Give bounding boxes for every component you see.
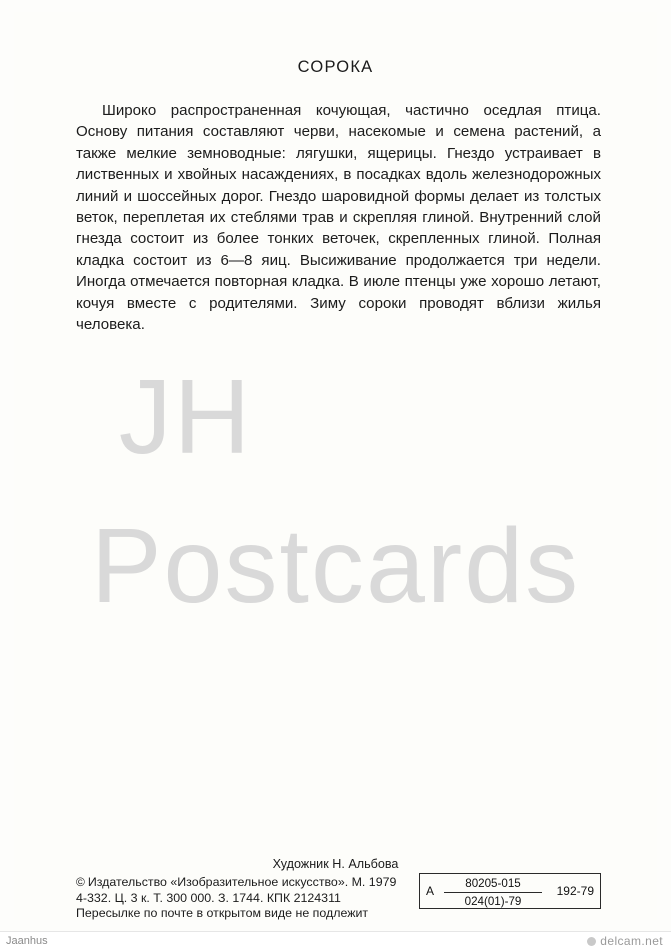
artist-credit: Художник Н. Альбова xyxy=(272,857,399,871)
catalog-code-numerator: 80205-015 xyxy=(444,876,542,893)
page-title: СОРОКА xyxy=(297,58,374,76)
mailing-notice-line: Пересылке по почте в открытом виде не подлежит xyxy=(76,906,369,920)
description-text: Широко распространенная кочующая, частично оседлая птица. Основу питания составляют черви, насекомые и семена растений, а также мелкие земноводные: лягушки, ящерицы. Гнездо устраивает в лиственных и хвойных насаждениях, в посадках вдоль железнодорожных линий и шоссейных дорог. Гнездо шаровидной формы делает из толстых веток, переплетая их стеблями трав и скрепляя глиной. Внутренний слой гнезда состоит из более тонких веточек, скрепленных глиной. Полная кладка состоит из 6—8 яиц. Высиживание продолжается три недели. Иногда отмечается повторная кладка. В июле птенцы уже хорошо летают, кочуя вместе с родителями. Зиму сороки проводят вблизи жилья человека. xyxy=(76,102,601,334)
delcam-label-text: delcam.net xyxy=(600,934,663,948)
site-label: Jaanhus xyxy=(6,935,48,947)
watermark-line-2: Postcards xyxy=(90,506,581,625)
publisher-text: Издательство «Изобразительное искусство». М. 1979 xyxy=(87,875,397,889)
catalog-code-denominator: 024(01)-79 xyxy=(464,895,522,908)
catalog-code-letter: А xyxy=(426,884,435,898)
watermark xyxy=(14,358,657,625)
delcam-watermark[interactable] xyxy=(587,934,663,948)
catalog-code-fraction xyxy=(444,876,542,909)
footer xyxy=(14,857,657,920)
catalog-code-box xyxy=(419,873,601,909)
viewer-bottom-bar xyxy=(0,931,671,952)
catalog-code-suffix: 192-79 xyxy=(556,884,594,898)
postcard-inner-area xyxy=(14,12,657,920)
print-run-line: 4-332. Ц. 3 к. Т. 300 000. З. 1744. КПК 2124311 xyxy=(76,890,341,905)
copyright-icon: © xyxy=(76,875,85,889)
watermark-line-1: JH xyxy=(118,358,253,476)
delcam-dot-icon xyxy=(587,937,596,946)
